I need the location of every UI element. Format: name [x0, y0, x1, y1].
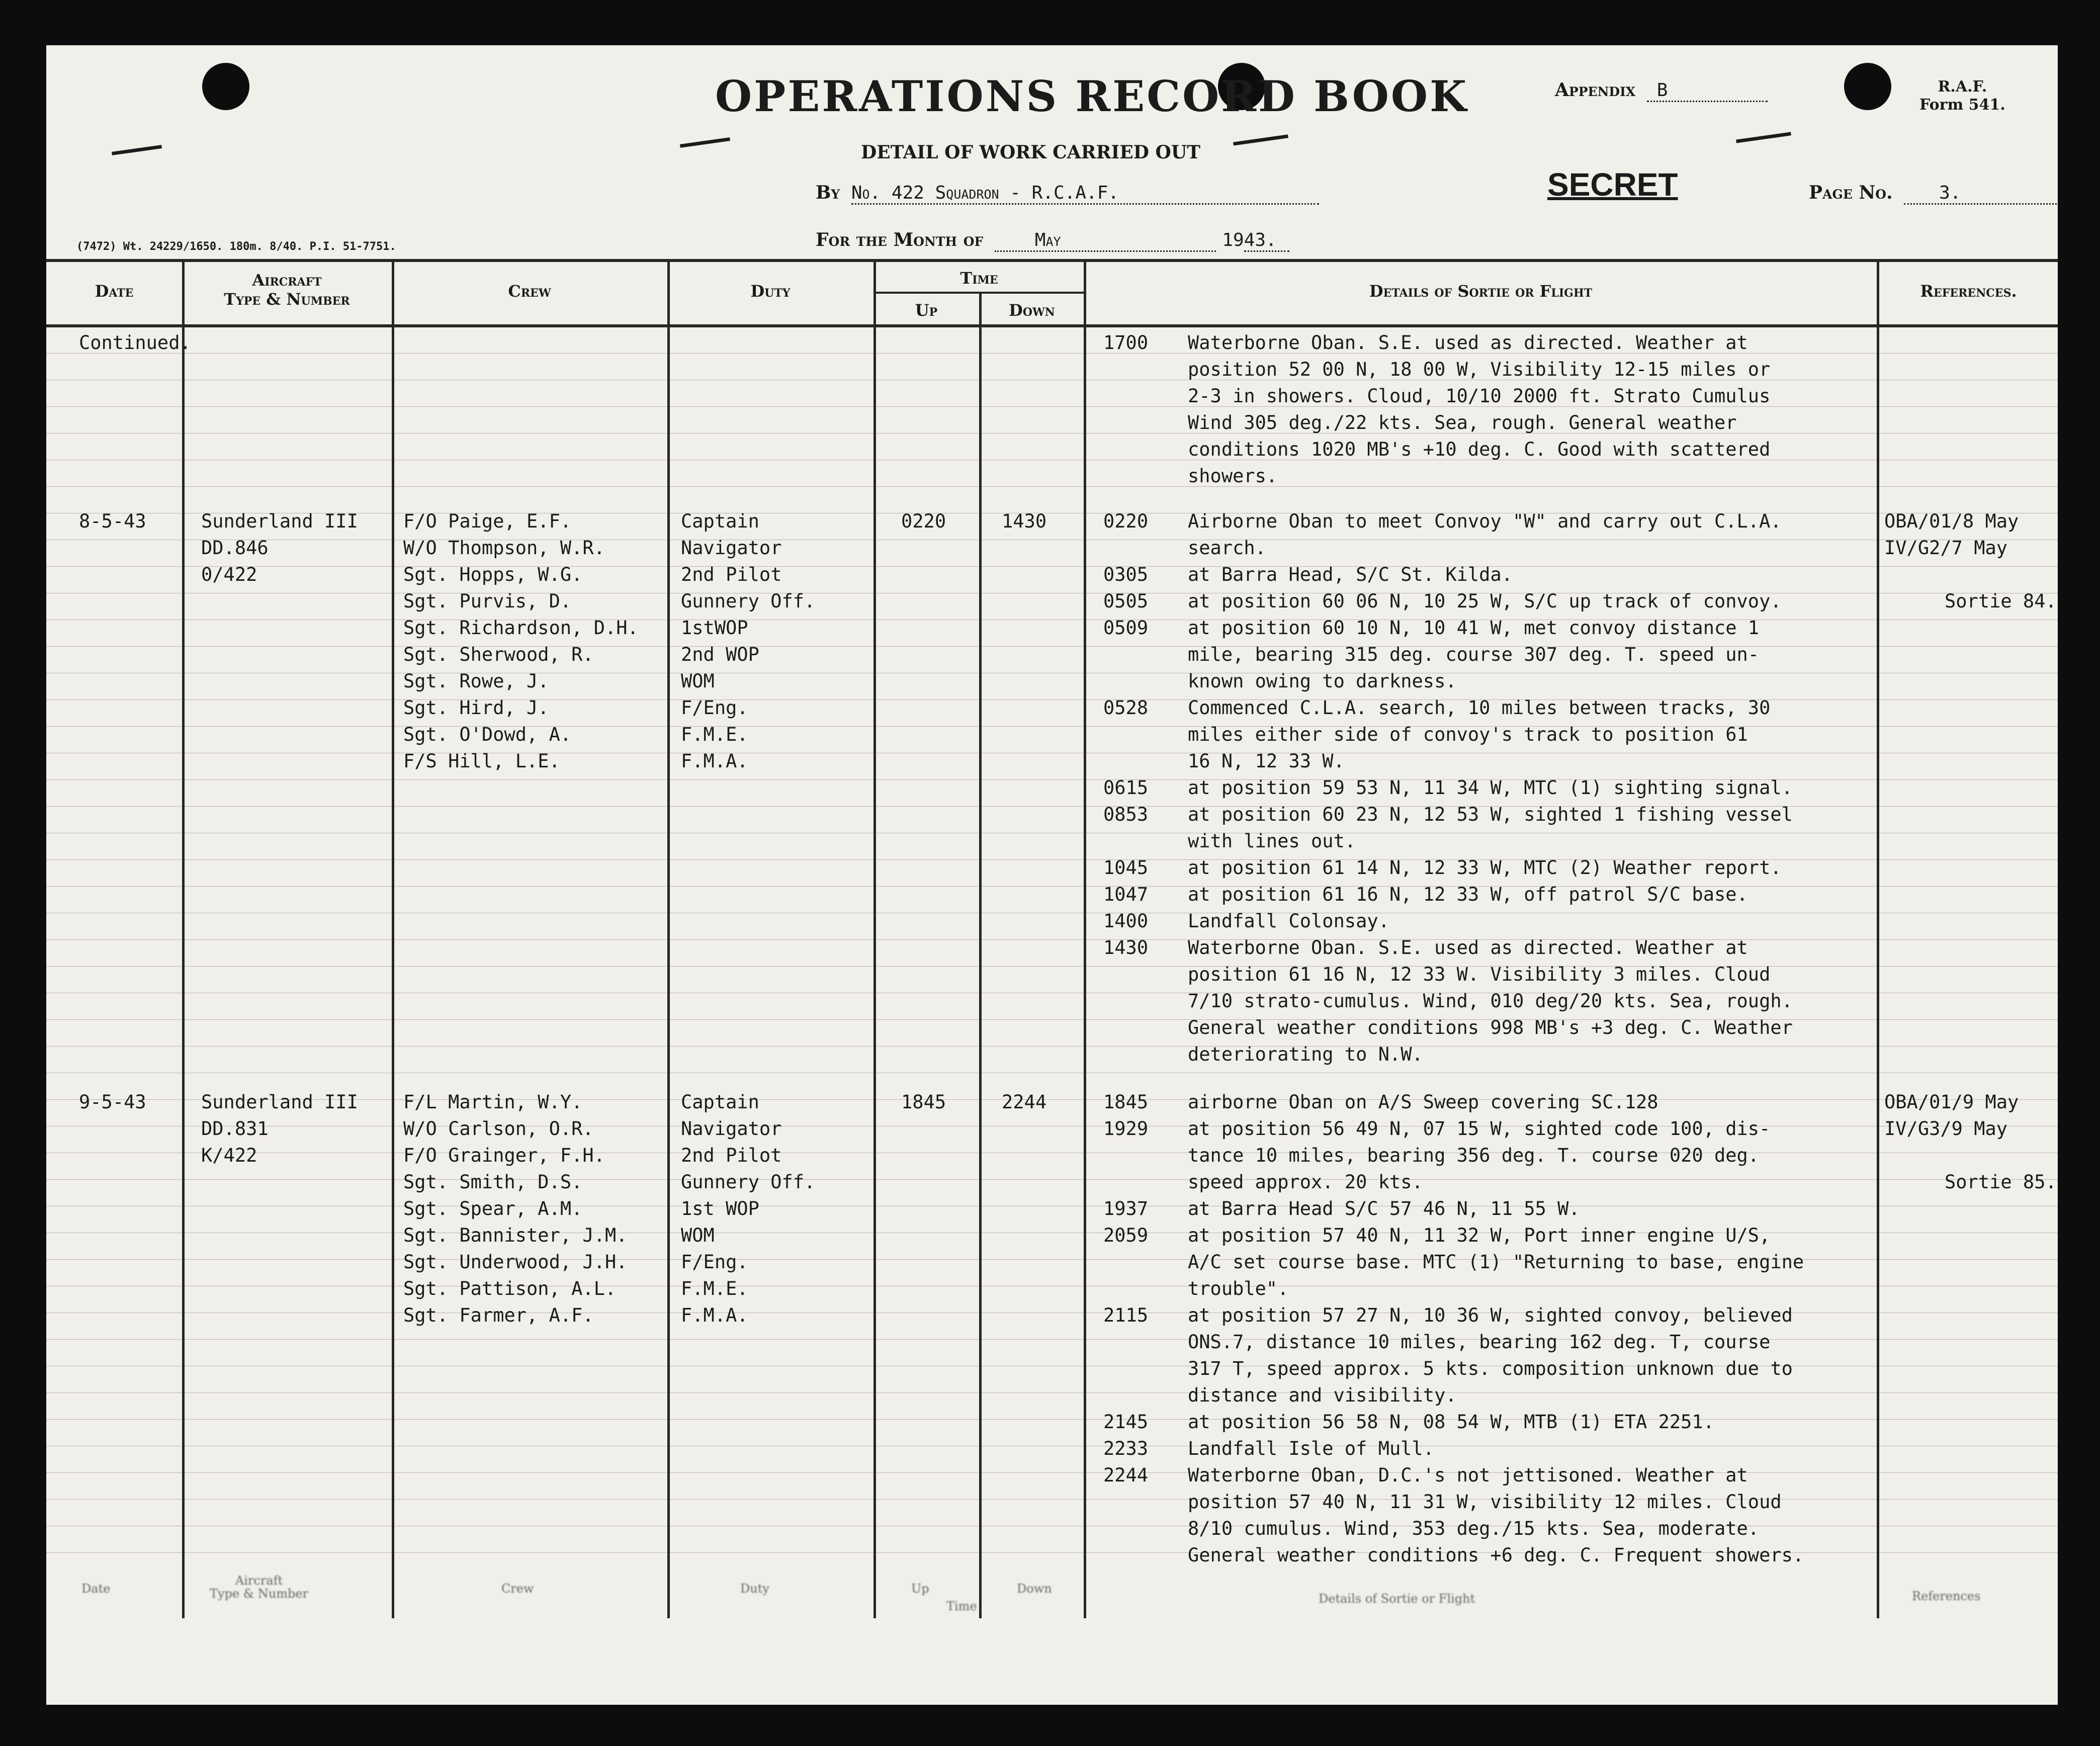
- log-text: A/C set course base. MTC (1) "Returning to base, engine: [1188, 1251, 1804, 1273]
- crew-duty: Captain: [681, 510, 759, 532]
- crew-duty: F.M.A.: [681, 750, 748, 772]
- log-time: 2233: [1103, 1438, 1149, 1459]
- crew-member: F/S Hill, L.E.: [403, 750, 560, 772]
- ruling-line: [46, 566, 2058, 567]
- log-time: 1700: [1103, 332, 1149, 354]
- footer-aircraft: [210, 1574, 308, 1600]
- crew-member: Sgt. O'Dowd, A.: [403, 724, 572, 745]
- log-text: search.: [1188, 537, 1266, 559]
- log-text: deteriorating to N.W.: [1188, 1043, 1423, 1065]
- log-time: 0853: [1103, 804, 1149, 825]
- crew-duty: 1stWOP: [681, 617, 748, 639]
- reference-entry: Sortie 84.: [1945, 590, 2057, 612]
- col-rule-aircraft: [392, 260, 394, 1618]
- footer-crew: Crew: [501, 1582, 534, 1596]
- log-time: 2244: [1103, 1464, 1149, 1486]
- page-number-label: Page No.: [1809, 182, 1893, 203]
- log-time: 1929: [1103, 1118, 1149, 1140]
- footer-down: Down: [1017, 1582, 1052, 1596]
- print-code: (7472) Wt. 24229/1650. 180m. 8/40. P.I. 51-7751.: [76, 240, 396, 253]
- form-line-1: R.A.F.: [1938, 78, 1987, 96]
- crew-duty: 1st WOP: [681, 1198, 759, 1219]
- col-header-aircraft-line2: Type & Number: [224, 290, 350, 309]
- footer-up: Up: [911, 1582, 929, 1596]
- reference-entry: Sortie 85.: [1945, 1171, 2057, 1193]
- crew-member: F/O Paige, E.F.: [403, 510, 572, 532]
- ruling-line: [46, 1179, 2058, 1180]
- log-text: miles either side of convoy's track to position 61: [1188, 724, 1748, 745]
- form-line-2: Form 541.: [1919, 96, 2005, 114]
- log-text: known owing to darkness.: [1188, 670, 1457, 692]
- col-header-crew: Crew: [508, 282, 551, 301]
- log-time: 2145: [1103, 1411, 1149, 1433]
- log-text: at position 57 40 N, 11 32 W, Port inner engine U/S,: [1188, 1225, 1771, 1246]
- reference-entry: OBA/01/9 May: [1884, 1091, 2019, 1113]
- year-prefix: 19: [1222, 230, 1244, 250]
- page-title: OPERATIONS RECORD BOOK: [715, 71, 1469, 121]
- page-subtitle: DETAIL OF WORK CARRIED OUT: [861, 142, 1201, 163]
- log-text: showers.: [1188, 465, 1278, 487]
- log-time: 0505: [1103, 590, 1149, 612]
- log-text: mile, bearing 315 deg. course 307 deg. T. speed un-: [1188, 644, 1760, 665]
- pencil-mark: [680, 137, 730, 148]
- log-time: 0220: [1103, 510, 1149, 532]
- table-top-rule: [46, 259, 2058, 262]
- col-rule-details: [1877, 260, 1879, 1618]
- aircraft-cell: DD.831: [201, 1118, 269, 1140]
- col-header-aircraft: [182, 271, 392, 309]
- log-text: Waterborne Oban. S.E. used as directed. Weather at: [1188, 937, 1748, 958]
- log-time: 2059: [1103, 1225, 1149, 1246]
- reference-entry: IV/G3/9 May: [1884, 1118, 2008, 1140]
- crew-member: Sgt. Sherwood, R.: [403, 644, 594, 665]
- log-text: position 52 00 N, 18 00 W, Visibility 12-15 miles or: [1188, 359, 1771, 380]
- crew-member: Sgt. Smith, D.S.: [403, 1171, 583, 1193]
- ruling-line: [46, 886, 2058, 887]
- log-time: 2115: [1103, 1304, 1149, 1326]
- time-up: 0220: [901, 510, 946, 532]
- log-text: trouble".: [1188, 1278, 1289, 1299]
- log-text: position 61 16 N, 12 33 W. Visibility 3 miles. Cloud: [1188, 964, 1771, 985]
- col-header-references: References.: [1920, 282, 2017, 301]
- crew-member: Sgt. Rowe, J.: [403, 670, 549, 692]
- aircraft-cell: DD.846: [201, 537, 269, 559]
- crew-member: Sgt. Pattison, A.L.: [403, 1278, 617, 1299]
- appendix-value: B: [1647, 80, 1768, 102]
- log-time: 1845: [1103, 1091, 1149, 1113]
- crew-member: W/O Carlson, O.R.: [403, 1118, 594, 1140]
- log-text: position 57 40 N, 11 31 W, visibility 12 miles. Cloud: [1188, 1491, 1782, 1513]
- form-label: [1919, 78, 2005, 114]
- crew-duty: F/Eng.: [681, 1251, 748, 1273]
- crew-member: F/L Martin, W.Y.: [403, 1091, 583, 1113]
- year-value: 43.: [1244, 230, 1289, 252]
- time-up: 1845: [901, 1091, 946, 1113]
- footer-references: References: [1912, 1589, 1981, 1603]
- reference-entry: IV/G2/7 May: [1884, 537, 2008, 559]
- log-text: Waterborne Oban, D.C.'s not jettisoned. Weather at: [1188, 1464, 1748, 1486]
- log-time: 0528: [1103, 697, 1149, 719]
- crew-duty: 2nd Pilot: [681, 564, 782, 585]
- col-header-duty: Duty: [750, 282, 791, 301]
- crew-member: F/O Grainger, F.H.: [403, 1145, 605, 1166]
- entry-date: 8-5-43: [79, 510, 146, 532]
- footer-date: Date: [81, 1582, 111, 1596]
- crew-duty: F.M.A.: [681, 1304, 748, 1326]
- log-text: at position 60 06 N, 10 25 W, S/C up track of convoy.: [1188, 590, 1782, 612]
- crew-duty: WOM: [681, 670, 715, 692]
- log-text: Waterborne Oban. S.E. used as directed. Weather at: [1188, 332, 1748, 354]
- month-label: For the Month of: [816, 229, 984, 250]
- crew-member: Sgt. Farmer, A.F.: [403, 1304, 594, 1326]
- log-text: Landfall Colonsay.: [1188, 910, 1389, 932]
- page-number: [1809, 182, 2058, 205]
- ruling-line: [46, 1472, 2058, 1473]
- crew-member: Sgt. Richardson, D.H.: [403, 617, 639, 639]
- crew-member: Sgt. Purvis, D.: [403, 590, 572, 612]
- log-text: Wind 305 deg./22 kts. Sea, rough. General weather: [1188, 412, 1737, 433]
- col-header-time: Time: [960, 269, 998, 288]
- ruling-line: [46, 939, 2058, 940]
- footer-aircraft-line1: Aircraft: [235, 1574, 283, 1588]
- log-text: at position 56 58 N, 08 54 W, MTB (1) ETA 2251.: [1188, 1411, 1714, 1433]
- log-text: Landfall Isle of Mull.: [1188, 1438, 1435, 1459]
- aircraft-cell: 0/422: [201, 564, 257, 585]
- entry-date: 9-5-43: [79, 1091, 146, 1113]
- col-header-up: Up: [915, 301, 938, 320]
- log-text: at position 60 10 N, 10 41 W, met convoy distance 1: [1188, 617, 1760, 639]
- log-text: 7/10 strato-cumulus. Wind, 010 deg/20 kts. Sea, rough.: [1188, 990, 1793, 1012]
- crew-duty: 2nd Pilot: [681, 1145, 782, 1166]
- crew-duty: F/Eng.: [681, 697, 748, 719]
- log-time: 1045: [1103, 857, 1149, 879]
- classification-stamp: SECRET: [1547, 166, 1678, 203]
- log-text: tance 10 miles, bearing 356 deg. T. course 020 deg.: [1188, 1145, 1760, 1166]
- page-number-value: 3.: [1904, 183, 2058, 205]
- reference-entry: OBA/01/8 May: [1884, 510, 2019, 532]
- log-text: 16 N, 12 33 W.: [1188, 750, 1345, 772]
- punch-hole-left: [202, 63, 249, 110]
- col-rule-down: [1084, 260, 1086, 1618]
- col-rule-date: [182, 260, 185, 1618]
- ruling-line: [46, 726, 2058, 727]
- record-sheet: [46, 45, 2058, 1705]
- log-text: at position 61 14 N, 12 33 W, MTC (2) Weather report.: [1188, 857, 1782, 879]
- month-line: [816, 229, 1289, 252]
- crew-member: Sgt. Underwood, J.H.: [403, 1251, 628, 1273]
- col-rule-up: [979, 293, 982, 1618]
- log-text: General weather conditions +6 deg. C. Frequent showers.: [1188, 1544, 1804, 1566]
- pencil-mark: [1736, 132, 1791, 143]
- col-rule-duty: [873, 260, 876, 1618]
- time-down: 2244: [1002, 1091, 1047, 1113]
- ruling-line: [46, 486, 2058, 487]
- squadron-value: No. 422 Squadron - R.C.A.F.: [851, 183, 1319, 205]
- log-text: with lines out.: [1188, 830, 1356, 852]
- log-text: at position 60 23 N, 12 53 W, sighted 1 fishing vessel: [1188, 804, 1793, 825]
- log-text: airborne Oban on A/S Sweep covering SC.128: [1188, 1091, 1658, 1113]
- crew-duty: Navigator: [681, 1118, 782, 1140]
- log-text: ONS.7, distance 10 miles, bearing 162 deg. T, course: [1188, 1331, 1771, 1353]
- footer-time: Time: [946, 1599, 977, 1613]
- appendix-label-text: Appendix: [1555, 79, 1636, 101]
- crew-member: Sgt. Bannister, J.M.: [403, 1225, 628, 1246]
- crew-member: Sgt. Hopps, W.G.: [403, 564, 583, 585]
- log-time: 1937: [1103, 1198, 1149, 1219]
- crew-member: W/O Thompson, W.R.: [403, 537, 605, 559]
- log-text: at Barra Head, S/C St. Kilda.: [1188, 564, 1513, 585]
- time-down: 1430: [1002, 510, 1047, 532]
- log-text: Commenced C.L.A. search, 10 miles between tracks, 30: [1188, 697, 1771, 719]
- aircraft-cell: Sunderland III: [201, 1091, 358, 1113]
- footer-details: Details of Sortie or Flight: [1319, 1592, 1475, 1606]
- punch-hole-right: [1844, 63, 1891, 110]
- appendix-label: [1555, 79, 1768, 102]
- log-text: 2-3 in showers. Cloud, 10/10 2000 ft. Strato Cumulus: [1188, 385, 1771, 407]
- crew-duty: 2nd WOP: [681, 644, 759, 665]
- log-text: 8/10 cumulus. Wind, 353 deg./15 kts. Sea, moderate.: [1188, 1518, 1760, 1539]
- crew-duty: Gunnery Off.: [681, 1171, 816, 1193]
- by-label: By: [816, 182, 840, 203]
- crew-duty: F.M.E.: [681, 1278, 748, 1299]
- col-header-date: Date: [95, 282, 134, 301]
- aircraft-cell: Sunderland III: [201, 510, 358, 532]
- log-time: 1400: [1103, 910, 1149, 932]
- crew-duty: Gunnery Off.: [681, 590, 816, 612]
- aircraft-cell: K/422: [201, 1145, 257, 1166]
- col-rule-crew: [667, 260, 670, 1618]
- crew-duty: WOM: [681, 1225, 715, 1246]
- pencil-mark: [1233, 134, 1288, 145]
- by-line: [816, 182, 1319, 205]
- log-time: 0305: [1103, 564, 1149, 585]
- continued-label: Continued.: [79, 332, 191, 354]
- log-time: 1047: [1103, 884, 1149, 905]
- month-value: May: [995, 230, 1216, 252]
- footer-aircraft-line2: Type & Number: [210, 1587, 309, 1601]
- ruling-line: [46, 1419, 2058, 1420]
- crew-duty: F.M.E.: [681, 724, 748, 745]
- log-text: conditions 1020 MB's +10 deg. C. Good with scattered: [1188, 439, 1771, 460]
- log-text: distance and visibility.: [1188, 1384, 1457, 1406]
- log-text: at Barra Head S/C 57 46 N, 11 55 W.: [1188, 1198, 1580, 1219]
- pencil-mark: [112, 145, 162, 155]
- log-text: at position 56 49 N, 07 15 W, sighted code 100, dis-: [1188, 1118, 1771, 1140]
- crew-member: Sgt. Hird, J.: [403, 697, 549, 719]
- col-header-down: Down: [1009, 301, 1055, 320]
- crew-duty: Captain: [681, 1091, 759, 1113]
- ruling-line: [46, 1392, 2058, 1393]
- log-text: Airborne Oban to meet Convoy "W" and carry out C.L.A.: [1188, 510, 1782, 532]
- log-text: 317 T, speed approx. 5 kts. composition unknown due to: [1188, 1358, 1793, 1379]
- log-text: General weather conditions 998 MB's +3 deg. C. Weather: [1188, 1017, 1793, 1038]
- crew-duty: Navigator: [681, 537, 782, 559]
- header-bottom-rule: [46, 324, 2058, 327]
- log-text: at position 59 53 N, 11 34 W, MTC (1) sighting signal.: [1188, 777, 1793, 799]
- log-time: 0509: [1103, 617, 1149, 639]
- log-text: at position 57 27 N, 10 36 W, sighted convoy, believed: [1188, 1304, 1793, 1326]
- footer-duty: Duty: [740, 1582, 769, 1596]
- log-text: at position 61 16 N, 12 33 W, off patrol S/C base.: [1188, 884, 1748, 905]
- ruling-line: [46, 353, 2058, 354]
- log-time: 0615: [1103, 777, 1149, 799]
- col-header-details: Details of Sortie or Flight: [1369, 282, 1593, 301]
- log-text: speed approx. 20 kts.: [1188, 1171, 1423, 1193]
- log-time: 1430: [1103, 937, 1149, 958]
- col-header-aircraft-line1: Aircraft: [252, 271, 322, 290]
- crew-member: Sgt. Spear, A.M.: [403, 1198, 583, 1219]
